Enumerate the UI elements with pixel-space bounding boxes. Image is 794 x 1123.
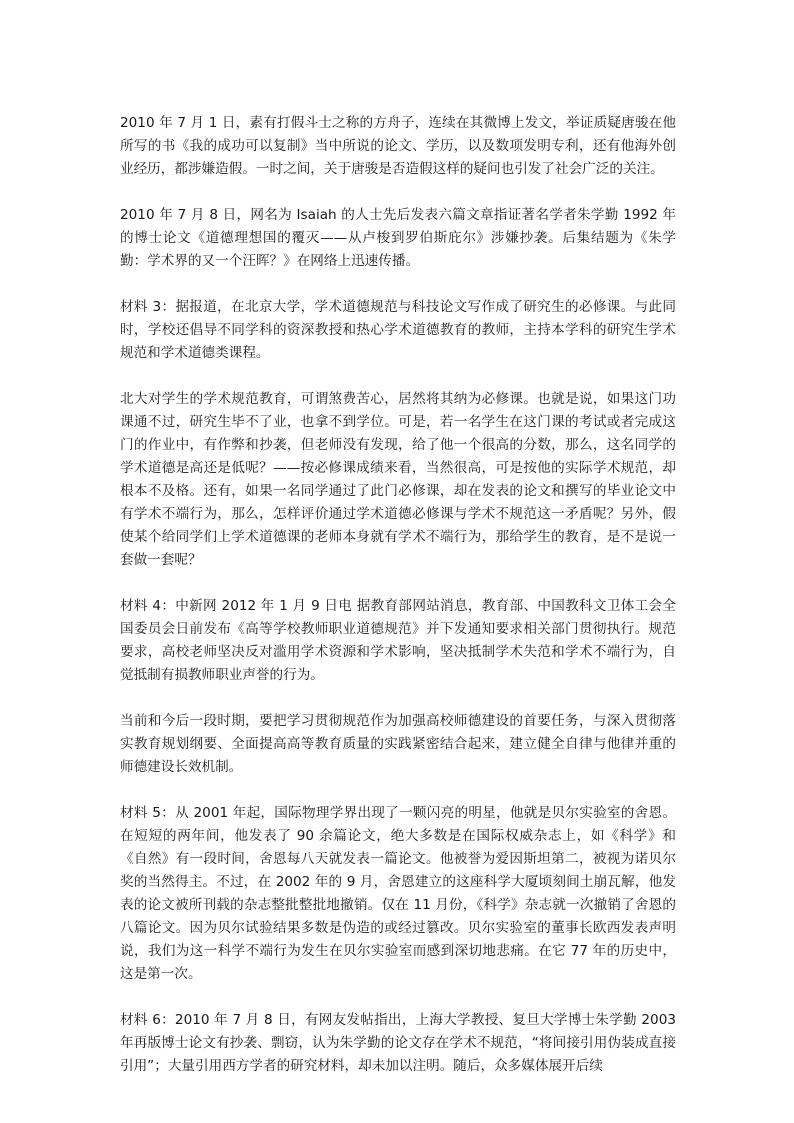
document-body xyxy=(120,112,676,1101)
paragraph-peking-university: 北大对学生的学术规范教育，可谓煞费苦心，居然将其纳为必修课。也就是说，如果这门功课通不过，研究生毕不了业，也拿不到学位。可是，若一名学生在这门课的考试或者完成这门的作业中，有作弊和抄袭，但老师没有发现，给了他一个很高的分数，那么，这名同学的学术道德是高还是低呢？——按必修课成绩来看，当然很高，可是按他的实际学术规范，却根本不及格。还有，如果一名同学通过了此门必修课，却在发表的论文和撰写的毕业论文中有学术不端行为，那么，怎样评价通过学术道德必修课与学术不规范这一矛盾呢？另外，假使某个给同学们上学术道德课的老师本身就有学术不端行为，那给学生的教育，是不是说一套做一套呢？ xyxy=(120,391,676,568)
paragraph-material-3: 材料 3：据报道，在北京大学，学术道德规范与科技论文写作成了研究生的必修课。与此同时，学校还倡导不同学科的资深教授和热心学术道德教育的教师，主持本学科的研究生学术规范和学术道德类课程。 xyxy=(120,299,676,361)
paragraph-material-4: 材料 4：中新网 2012 年 1 月 9 日电 据教育部网站消息，教育部、中国教科文卫体工会全国委员会日前发布《高等学校教师职业道德规范》并下发通知要求相关部门贯彻执行。规范要求，高校老师坚决反对滥用学术资源和学术影响，坚决抵制学术失范和学术不端行为，自觉抵制有损教师职业声誉的行为。 xyxy=(120,598,676,683)
paragraph-material-6: 材料 6：2010 年 7 月 8 日，有网友发帖指出，上海大学教授、复旦大学博士朱学勤 2003 年再版博士论文有抄袭、剽窃，认为朱学勤的论文存在学术不规范，“将间接引用伪装成直接引用”；大量引用西方学者的研究材料，却未加以注明。随后，众多媒体展开后续 xyxy=(120,1012,676,1074)
paragraph-ethics-construction: 当前和今后一段时期，要把学习贯彻规范作为加强高校师德建设的首要任务，与深入贯彻落实教育规划纲要、全面提高高等教育质量的实践紧密结合起来，建立健全自律与他律并重的师德建设长效机制。 xyxy=(120,713,676,775)
paragraph-isaiah: 2010 年 7 月 8 日，网名为 Isaiah 的人士先后发表六篇文章指证著名学者朱学勤 1992 年的博士论文《道德理想国的覆灭——从卢梭到罗伯斯庇尔》涉嫌抄袭。后集结题为《朱学勤：学术界的又一个汪晖？》在网络上迅速传播。 xyxy=(120,207,676,269)
paragraph-material-5: 材料 5：从 2001 年起，国际物理学界出现了一颗闪亮的明星，他就是贝尔实验室的舍恩。在短短的两年间，他发表了 90 余篇论文，绝大多数是在国际权威杂志上，如《科学》和《自然》有一段时间，舍恩每八天就发表一篇论文。他被誉为爱因斯坦第二，被视为诺贝尔奖的当然得主。不过，在 2002 年的 9 月，舍恩建立的这座科学大厦顷刻间土崩瓦解，他发表的论文被所刊载的杂志整批整批地撤销。仅在 11 月份，《科学》杂志就一次撤销了舍恩的八篇论文。因为贝尔试验结果多数是伪造的或经过篡改。贝尔实验室的董事长欧西发表声明说，我们为这一科学不端行为发生在贝尔实验室而感到深切地悲痛。在它 77 年的历史中，这是第一次。 xyxy=(120,805,676,982)
paragraph-tang-jun: 2010 年 7 月 1 日，素有打假斗士之称的方舟子，连续在其微博上发文，举证质疑唐骏在他所写的书《我的成功可以复制》当中所说的论文、学历，以及数项发明专利，还有他海外创业经历，都涉嫌造假。一时之间，关于唐骏是否造假这样的疑问也引发了社会广泛的关注。 xyxy=(120,115,676,177)
